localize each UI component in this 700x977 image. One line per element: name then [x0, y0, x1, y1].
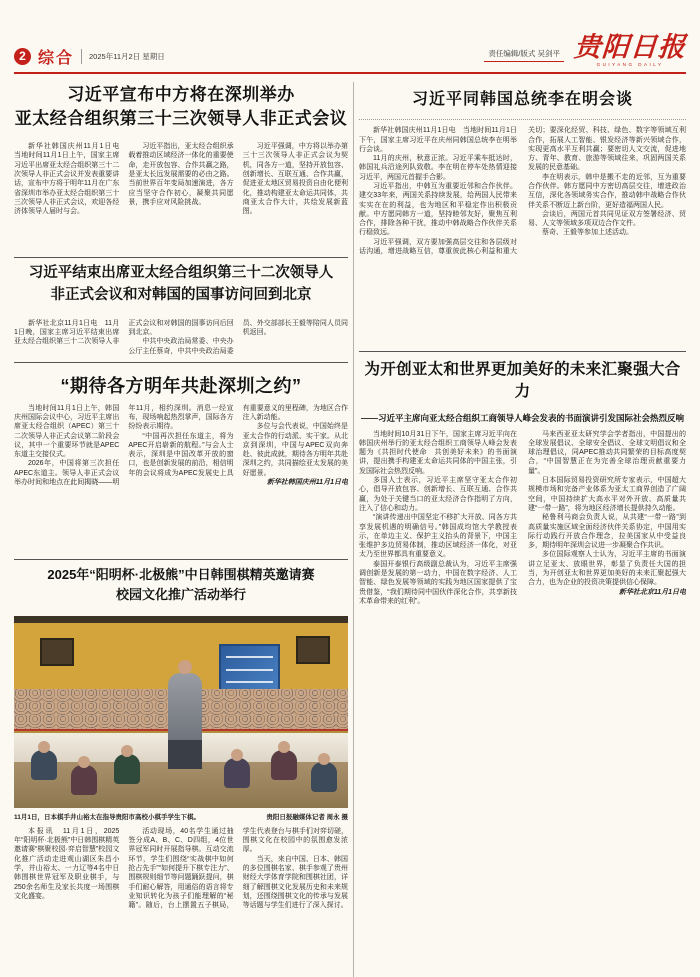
photo-caption-row [14, 812, 348, 821]
article-body: 新华社韩国庆州11月1日电 当地时间11月1日下午，国家主席习近平在庆州同韩国总统李在明举行会谈。 11月的庆州，秋意正浓。习近平乘车抵达时，韩国礼兵沿途列队致敬。李在明在停车处热情迎接习近平，两国元首握手合影。 习近平指出，中韩互为重要近邻和合作伙伴。建交33年来，两国关系持续发展，给两国人民带来实实在在的利益，也为地区和平稳定作出积极贡献。中方愿同韩方一道，坚持睦邻友好，聚焦互利合作，排除各种干扰，推动中韩战略合作伙伴关系行稳致远。 习近平强调，双方要加强高层交往和各层级对话沟通，增进战略互信，尊重彼此核心利益和重大关切；要深化经贸、科技、绿色、数字等领域互利合作，拓展人工智能、银发经济等新兴领域合作，实现更高水平互利共赢；要密切人文交流，促进地方、青年、教育、旅游等领域往来，巩固两国关系发展的民意基础。 李在明表示，韩中是搬不走的近邻，互为重要合作伙伴。韩方愿同中方密切高层交往，增进政治互信，深化各领域务实合作，推动韩中战略合作伙伴关系不断迈上新台阶，更好造福两国人民。 会谈后，两国元首共同见证双方签署经济、贸易、人文等领域多项双边合作文件。 蔡奇、王毅等参加上述活动。 [359, 127, 686, 256]
article-headline [14, 565, 348, 605]
article-body: 新华社北京11月1日电 11月1日晚，国家主席习近平结束出席亚太经合组织第三十二次领导人非正式会议和对韩国的国事访问后回到北京。 中共中央政治局常委、中央办公厅主任蔡奇，中共中央政治局委员、外交部部长王毅等陪同人员同机返回。 [14, 319, 348, 355]
header-right [484, 34, 686, 68]
photo-credit: 贵阳日报融媒体记者 周永 摄 [266, 813, 348, 821]
photo-caption: 11月1日，日本棋手井山裕太在指导贵阳市高校小棋手学生下棋。 [14, 813, 200, 821]
headline-line2: 校园文化推广活动举行 [115, 586, 246, 602]
photo-go-master [168, 673, 202, 769]
article-korea-talks [359, 86, 686, 347]
section-rule [14, 257, 348, 258]
article-subtitle: ——习近平主席向亚太经合组织工商领导人峰会发表的书面演讲引发国际社会热烈反响 [360, 412, 684, 423]
article-body: 当地时间10月31日下午，国家主席习近平向在韩国庆州举行的亚太经合组织工商领导人峰会发表题为《共担时代使命 共创美好未来》的书面演讲，提出携手构建亚太命运共同体的中国主张，引发国际社会热烈反响。 多国人士表示，习近平主席坚守亚太合作初心，倡导开放包容、创新增长、互联互通、合作共赢，为处于关键当口的亚太经济合作指明了方向，注入了信心和动力。 “演讲传递出中国坚定不移扩大开放、同各方共享发展机遇的明确信号。”韩国成均馆大学教授表示，在单边主义、保护主义抬头的背景下，中国主张维护多边贸易体制，推动区域经济一体化，对亚太乃至世界都具有重要意义。 泰国开泰银行高级副总裁认为，习近平主席强调创新是发展的第一动力，中国在数字经济、人工智能、绿色发展等领域的实践为地区国家提供了宝贵借鉴，“我们期待同中国伙伴深化合作，共享新技术革命带来的红利”。 马来西亚亚太研究学会学者指出，中国提出的全球发展倡议、全球安全倡议、全球文明倡议和全球治理倡议，同APEC推动共同繁荣的目标高度契合，“中国智慧正在为完善全球治理贡献重要力量”。 日本国际贸易投资研究所专家表示，中国超大规模市场和完备产业体系为亚太工商界创造了广阔空间，中国持续扩大高水平对外开放、高质量共建“一带一路”，将为地区经济增长提供持久动能。 秘鲁利马商会负责人说，从共建“一带一路”到高质量实施区域全面经济伙伴关系协定，中国用实际行动践行开放合作理念，拉美国家从中受益良多，期待明年深圳会议进一步凝聚合作共识。 多位国际观察人士认为，习近平主席的书面演讲立足亚太、放眼世界，彰显了负责任大国的担当，为开创亚太和世界更加美好的未来汇聚起强大合力，也为企业的投资决策提供信心保障。 新华社北京11月1日电 [359, 430, 686, 605]
article-go-tournament [14, 565, 348, 977]
photo-student [271, 750, 297, 780]
section-rule [14, 559, 348, 560]
right-column [359, 76, 686, 977]
masthead-logo [574, 34, 686, 68]
basketball-hoop-left [40, 638, 74, 666]
news-photo-go-event [14, 616, 348, 808]
article-apec-shenzhen [14, 83, 348, 253]
article-headline [14, 83, 348, 131]
basketball-hoop-right [296, 636, 330, 664]
masthead-subtitle: GUIYANG DAILY [596, 62, 664, 67]
article-speech-reaction [359, 357, 686, 977]
editor-credit: 责任编辑/版式 吴剑平 [484, 48, 564, 62]
photo-student [114, 754, 140, 784]
masthead-title: 贵阳日报 [572, 32, 688, 63]
headline-rule [359, 119, 686, 120]
column-separator [353, 82, 354, 977]
headline-line2: 非正式会议和对韩国的国事访问回到北京 [50, 286, 312, 303]
article-body: 本报讯 11月1日，2025年“阳明杯·北极熊”中日韩围棋精英邀请赛“棋聚校园·弈启智慧”校园文化推广活动走进观山湖区朱昌小学，井山裕太、一力辽等4名中日韩围棋世界冠军及职业棋手，与250余名师生及家长共度一场围棋文化盛宴。 活动现场，40名学生通过抽签分成A、B、C、D四组，4位世界冠军同时开展指导棋。互动交流环节，学生们围绕“实战棋中如何抢占先手”“如何提升下棋专注力”、围棋规则细节等问题踊跃提问，棋手们耐心解答，用通俗的语言将专业知识转化为孩子们能理解的“秘籍”。随后，台上摆置五子棋局，学生代表登台与棋手们对弈切磋，围棋文化在校园中的氛围愈发浓厚。 当天，来自中国、日本、韩国的多位围棋名家、棋手参观了贵州财经大学体育学院和围棋社团，详细了解围棋文化发展历史和未来规划，还围绕围棋文化的传承与发展等话题与学生们进行了深入探讨。 [14, 827, 348, 910]
headline-line1: 习近平宣布中方将在深圳举办 [67, 84, 295, 104]
headline-line1: 2025年“阳明杯·北极熊”中日韩围棋精英邀请赛 [47, 566, 315, 582]
photo-ceiling [14, 616, 348, 623]
article-headline: 习近平同韩国总统李在明会谈 [411, 90, 633, 108]
page-header [14, 34, 686, 74]
photo-student [31, 750, 57, 780]
section-rule [359, 351, 686, 352]
header-left [14, 45, 165, 68]
photo-student [224, 758, 250, 788]
section-name: 综合 [38, 49, 75, 67]
article-headline [14, 263, 348, 307]
headline-line2: 亚太经合组织第三十三次领导人非正式会议 [14, 108, 348, 128]
article-body: 当地时间11月1日上午，韩国庆州国际会议中心，习近平主席出席亚太经合组织（APEC）第三十二次领导人非正式会议第二阶段会议，其中一个重要环节就是APEC东道主交接仪式。 2026年，中国将第三次担任APEC东道主。领导人非正式会议举办时间和地点在此间揭晓——明年11月，相约深圳。消息一经宣布，现场响起热烈掌声，国际各方纷纷表示期待。 “中国再次担任东道主，将为APEC开启崭新的航程。”与会人士表示，深圳是中国改革开放的窗口，也是创新发展的前沿，相信明年的会议将成为APEC发展史上具有重要意义的里程碑，为地区合作注入新动能。 多位与会代表说，中国始终是亚太合作的行动派、实干家。从北京到深圳，中国与APEC双向奔赴、彼此成就，期待各方明年共赴深圳之约，共同描绘亚太发展的美好愿景。 新华社韩国庆州11月1日电 [14, 404, 348, 487]
publication-date: 2025年11月2日 星期日 [89, 51, 165, 61]
article-body: 新华社韩国庆州11月1日电 当地时间11月1日上午，国家主席习近平出席亚太经合组织第三十二次领导人非正式会议并发表重要讲话，宣布中方将于明年11月在广东省深圳市举办亚太经合组织第三十三次领导人非正式会议，欢迎各经济体领导人届时与会。 习近平指出，亚太经合组织承载着推动区域经济一体化的重要使命，走开放包容、合作共赢之路，是亚太长远发展需要的必由之路。当前世界百年变局加速演进，各方应当坚守合作初心，凝聚共同愿景，携手应对风险挑战。 习近平强调，中方将以举办第三十三次领导人非正式会议为契机，同各方一道，坚持开放包容、创新增长、互联互通、合作共赢，促进亚太地区贸易投资自由化便利化，推动构建亚太命运共同体，共商亚太合作大计，共绘发展新蓝图。 [14, 143, 348, 216]
article-shenzhen-expectation [14, 372, 348, 554]
article-headline: 为开创亚太和世界更加美好的未来汇聚强大合力 [364, 361, 681, 401]
article-headline: “期待各方明年共赴深圳之约” [60, 375, 302, 396]
page-content [0, 76, 700, 977]
article-return-beijing [14, 263, 348, 357]
section-rule [14, 362, 348, 363]
left-column [14, 76, 348, 977]
photo-student [71, 765, 97, 795]
header-divider [81, 49, 82, 64]
photo-student [311, 762, 337, 792]
headline-line1: 习近平结束出席亚太经合组织第三十二次领导人 [28, 265, 334, 282]
page-number-badge: 2 [14, 48, 31, 65]
